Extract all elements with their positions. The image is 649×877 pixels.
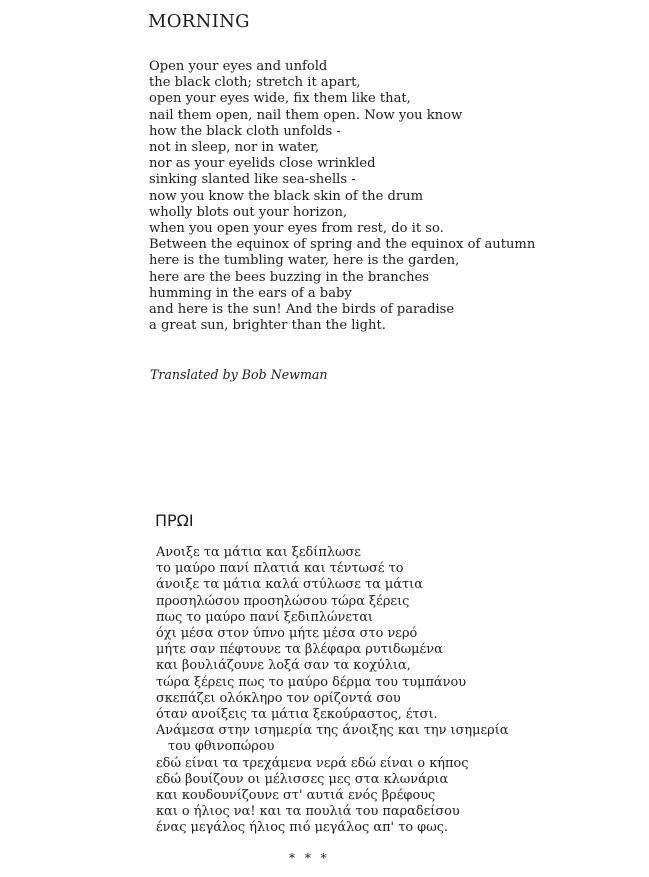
poem-line: ένας μεγάλος ήλιος πιό μεγάλος απ' το φως. [156,820,449,836]
poem-line: nail them open, nail them open. Now you know [149,107,463,123]
poem-line: και κουδουνίζουνε στ' αυτιά ενός βρέφους [156,788,436,804]
poem-title-english: MORNING [148,11,250,32]
poem-line: when you open your eyes from rest, do it so. [149,221,444,237]
poem-line: now you know the black skin of the drum [149,188,424,204]
poem-line: Ανοιξε τα μάτια και ξεδίπλωσε [156,545,361,560]
poem-line: πως το μαύρο πανί ξεδιπλώνεται [156,609,373,625]
poem-line: όταν ανοίξεις τα μάτια ξεκούραστος, έτσι. [156,707,438,723]
poem-line: τώρα ξέρεις πως το μαύρο δέρμα του τυμπάνου [156,674,467,690]
poem-line: όχι μέσα στον ύπνο μήτε μέσα στο νερό [156,626,418,642]
poem-body-english [149,59,535,334]
section-end-asterisks: * * * [289,851,330,865]
poem-line: και βουλιάζουνε λοξά σαν τα κοχύλια, [156,658,411,674]
poem-line: humming in the ears of a baby [149,285,352,301]
translator-credit: Translated by Bob Newman [150,367,328,382]
poem-line: sinking slanted like sea-shells - [149,172,356,188]
poem-line: not in sleep, nor in water, [149,140,320,156]
poem-line: Between the equinox of spring and the equinox of autumn [149,237,536,253]
poem-line: nor as your eyelids close wrinkled [149,156,376,172]
poem-line: εδώ βουίζουν οι μέλισσες μες στα κλωνάρια [156,771,449,787]
poem-line: open your eyes wide, fix them like that, [149,91,411,107]
poem-line: το μαύρο πανί πλατιά και τέντωσέ το [156,561,404,577]
poem-line: εδώ είναι τα τρεχάμενα νερά εδώ είναι ο κήπος [156,755,469,771]
poem-body-greek [156,545,509,837]
poem-line: here are the bees buzzing in the branches [149,269,429,285]
poem-title-greek: ΠΡΩΙ [155,511,194,530]
poem-line: άνοιξε τα μάτια καλά στύλωσε τα μάτια [156,577,423,593]
poem-line: σκεπάζει ολόκληρο τον ορίζοντά σου [156,690,401,706]
poem-line: και ο ήλιος να! και τα πουλιά του παραδείσου [156,804,460,820]
poem-line: the black cloth; stretch it apart, [149,75,361,91]
poem-line: Open your eyes and unfold [149,59,328,74]
poem-line: προσηλώσου προσηλώσου τώρα ξέρεις [156,593,410,609]
poem-line: here is the tumbling water, here is the garden, [149,253,460,269]
poem-line-continuation: του φθινοπώρου [168,739,275,755]
poem-line: how the black cloth unfolds - [149,123,341,139]
poem-line: and here is the sun! And the birds of paradise [149,302,455,318]
poem-line: Ανάμεσα στην ισημερία της άνοιξης και την ισημερία [156,723,509,739]
poem-line: μήτε σαν πέφτουνε τα βλέφαρα ρυτιδωμένα [156,642,443,658]
poem-line: a great sun, brighter than the light. [149,318,386,334]
poem-line: wholly blots out your horizon, [149,204,348,220]
